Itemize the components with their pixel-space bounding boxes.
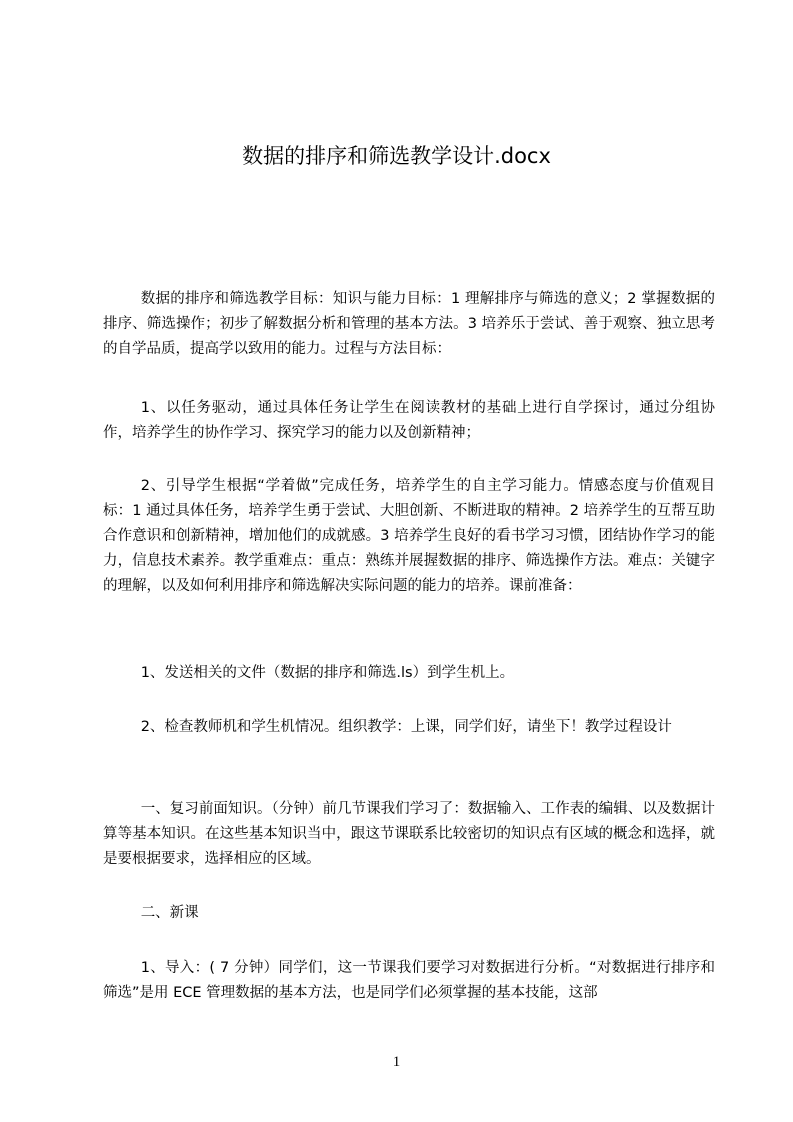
- paragraph-step-1: 1、以任务驱动，通过具体任务让学生在阅读教材的基础上进行自学探讨，通过分组协作，培养学生的协作学习、探究学习的能力以及创新精神；: [103, 400, 715, 441]
- document-title: 数据的排序和筛选教学设计.docx: [242, 144, 551, 168]
- paragraph-objectives: 数据的排序和筛选教学目标：知识与能力目标：1 理解排序与筛选的意义；2 掌握数据的排序、筛选操作；初步了解数据分析和管理的基本方法。3 培养乐于尝试、善于观察、独立思考的自学品质，提高学以致用的能力。过程与方法目标：: [103, 291, 715, 357]
- paragraph-introduction: 1、导入：( 7 分钟）同学们，这一节课我们要学习对数据进行分析。“对数据进行排序和筛选”是用 ECE 管理数据的基本方法，也是同学们必须掌握的基本技能，这部: [103, 960, 715, 1001]
- paragraph-review: 一、复习前面知识。（分钟）前几节课我们学习了：数据输入、工作表的编辑、以及数据计算等基本知识。在这些基本知识当中，跟这节课联系比较密切的知识点有区域的概念和选择，就是要根据要求，选择相应的区域。: [103, 801, 715, 867]
- paragraph-new-lesson: 二、新课: [140, 905, 199, 921]
- paragraph-send-files: 1、发送相关的文件（数据的排序和筛选.ls）到学生机上。: [140, 665, 515, 681]
- paragraph-check-machines: 2、检查教师机和学生机情况。组织教学：上课，同学们好，请坐下！教学过程设计: [140, 719, 672, 735]
- page-number: 1: [392, 1054, 401, 1070]
- paragraph-step-2: 2、引导学生根据“学着做”完成任务，培养学生的自主学习能力。情感态度与价值观目标：1 通过具体任务，培养学生勇于尝试、大胆创新、不断进取的精神。2 培养学生的互帮互助合作意识和创新精神，增加他们的成就感。3 培养学生良好的看书学习习惯，团结协作学习的能力，信息技术素养。教学重难点：重点：熟练并展握数据的排序、筛选操作方法。难点：关键字的理解，以及如何利用排序和筛选解决实际问题的能力的培养。课前准备：: [103, 478, 715, 594]
